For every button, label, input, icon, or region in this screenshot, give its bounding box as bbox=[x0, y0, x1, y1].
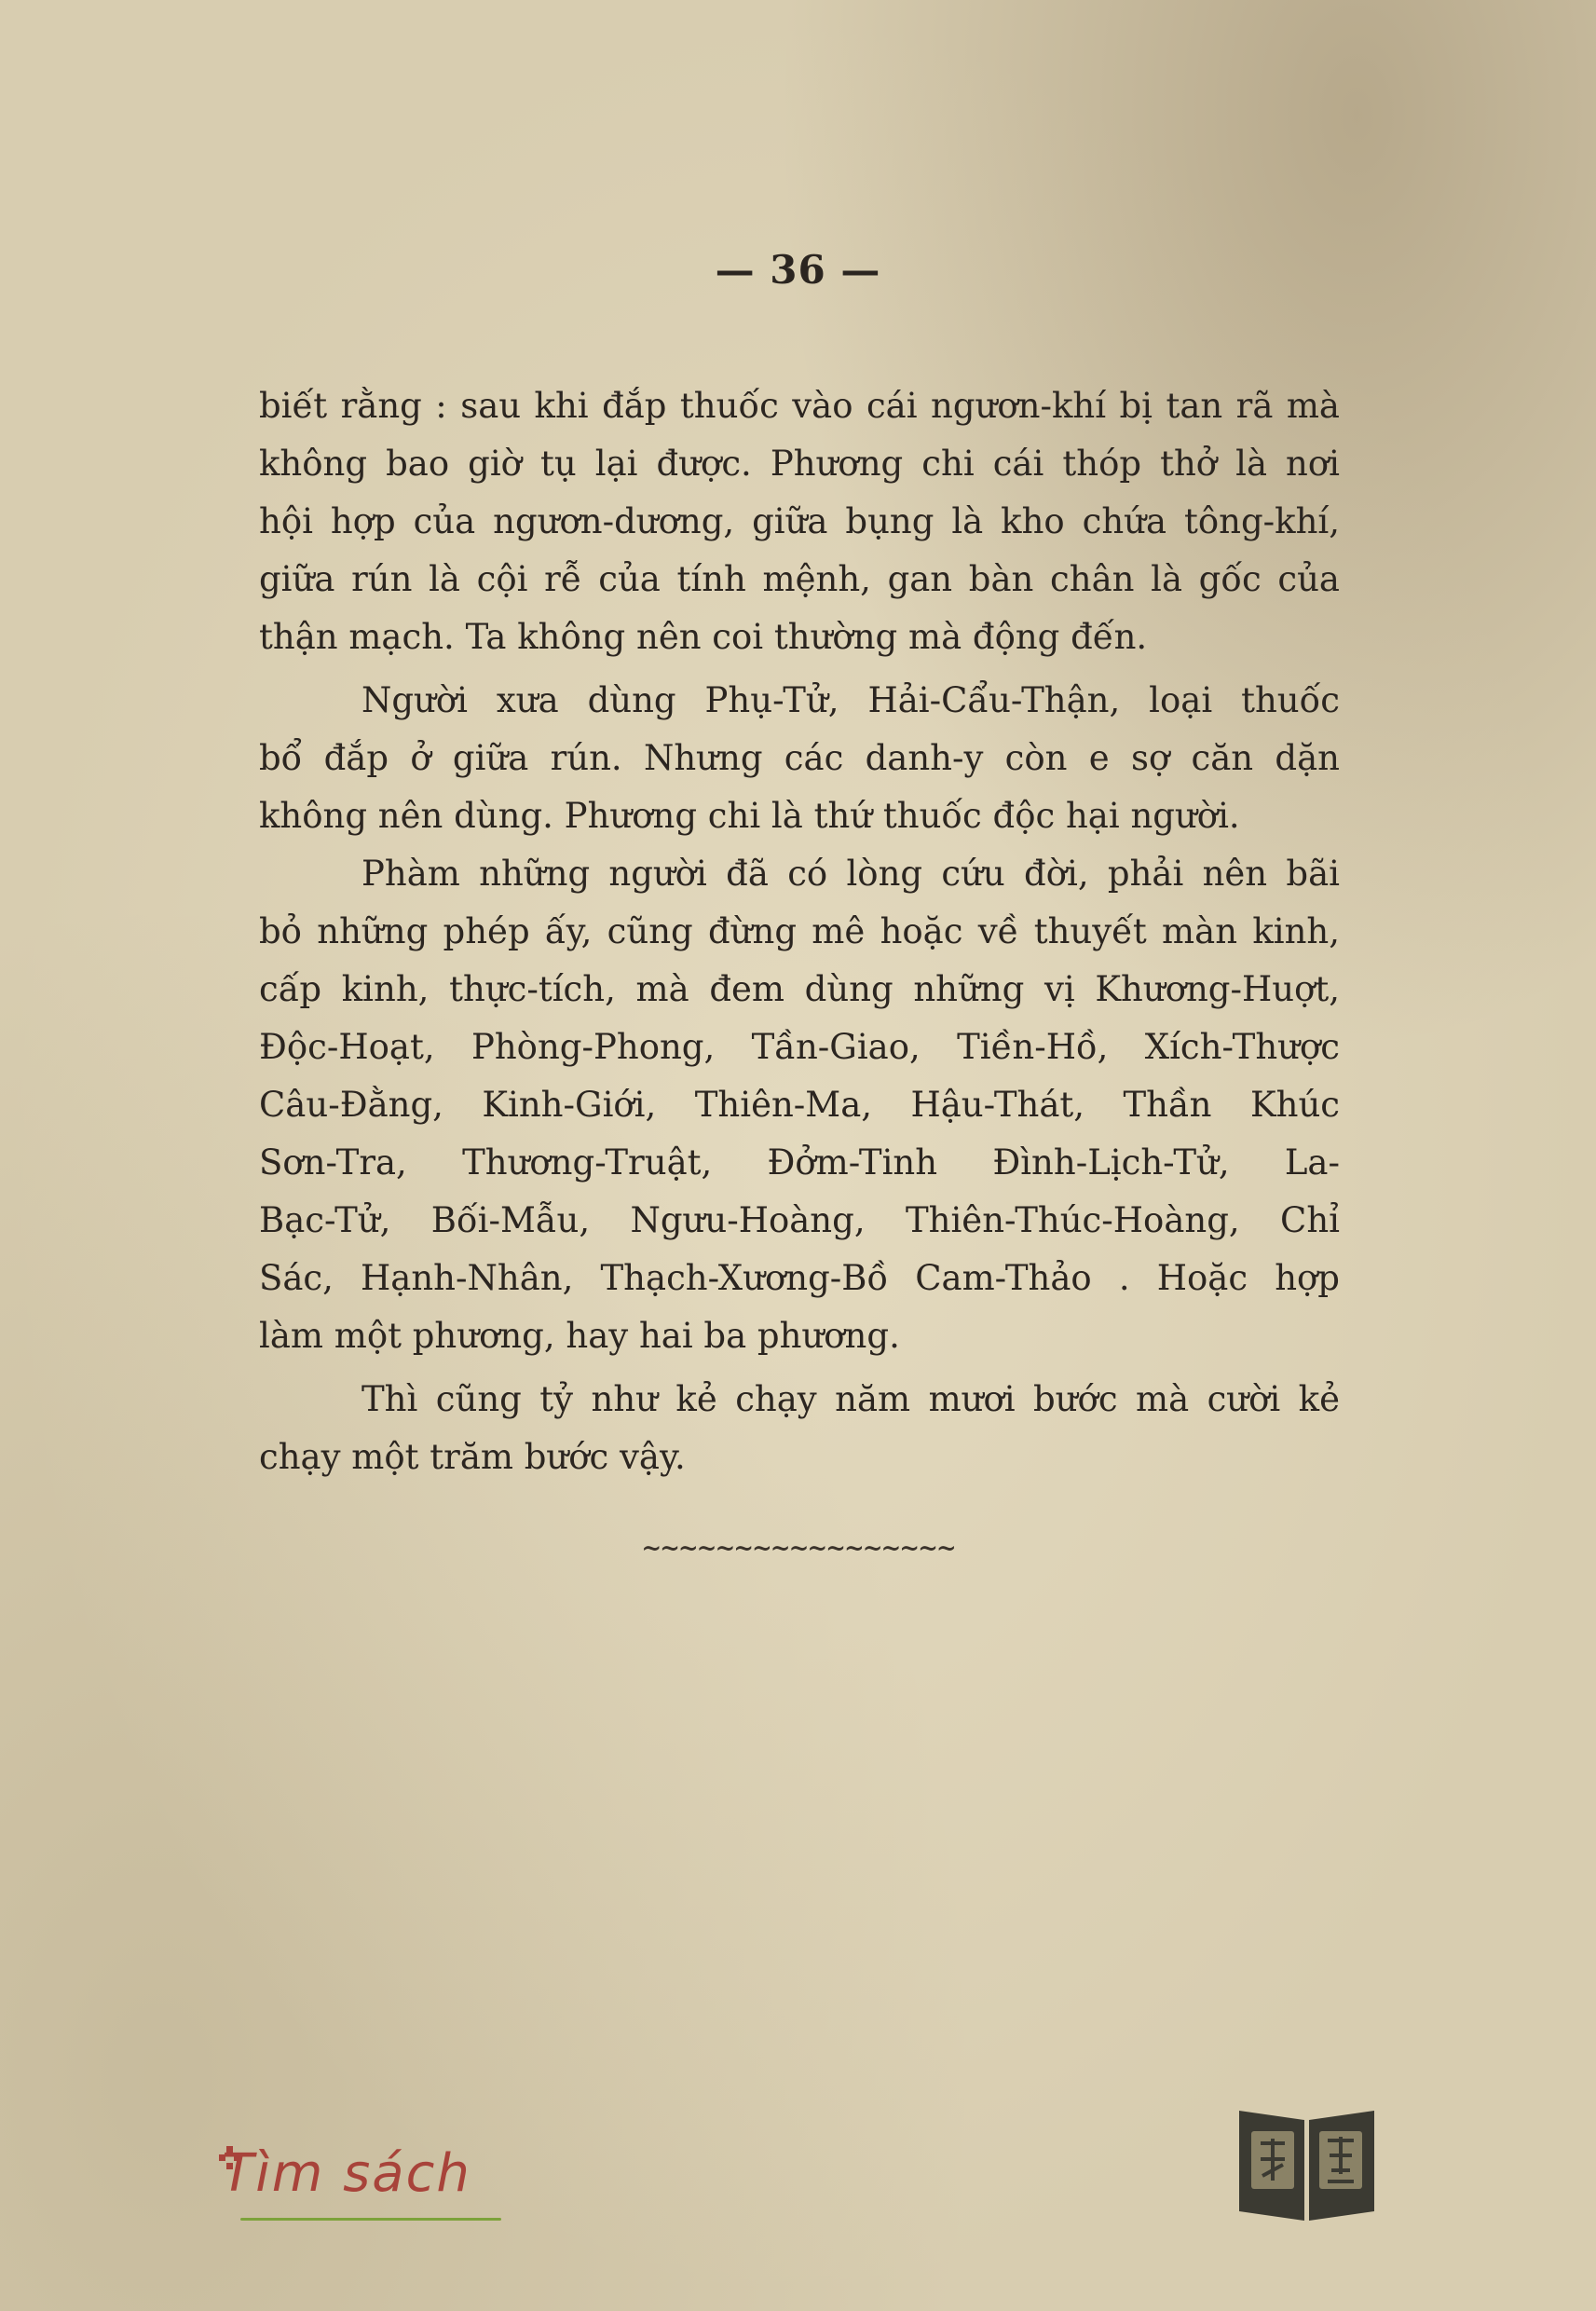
text-line: làm một phương, hay hai ba phương. bbox=[259, 1316, 900, 1356]
text-line: Bạc-Tử, Bối-Mẫu, Ngưu-Hoàng, Thiên-Thúc-Hoàng, Chỉ bbox=[259, 1200, 1340, 1240]
text-line: biết rằng : sau khi đắp thuốc vào cái ngươn-khí bị tan rã mà bbox=[259, 386, 1340, 426]
text-line: Độc-Hoạt, Phòng-Phong, Tần-Giao, Tiền-Hồ, Xích-Thược bbox=[259, 1027, 1340, 1067]
text-line: không bao giờ tụ lại được. Phương chi cái thóp thở là nơi bbox=[259, 444, 1340, 484]
text-line: Câu-Đằng, Kinh-Giới, Thiên-Ma, Hậu-Thát, Thần Khúc bbox=[259, 1085, 1340, 1125]
logo-underline bbox=[240, 2218, 501, 2221]
text-line: Sác, Hạnh-Nhân, Thạch-Xương-Bồ Cam-Thảo . Hoặc hợp bbox=[259, 1258, 1340, 1298]
text-line: hội hợp của ngươn-dương, giữa bụng là kho chứa tông-khí, bbox=[259, 501, 1340, 541]
text-line: thận mạch. Ta không nên coi thường mà động đến. bbox=[259, 617, 1148, 657]
page-number: — 36 — bbox=[715, 247, 881, 293]
section-divider: ~~~~~~~~~~~~~~~~~ bbox=[641, 1535, 955, 1563]
text-line: Sơn-Tra, Thương-Truật, Đởm-Tinh Đình-Lịch-Tử, La- bbox=[259, 1142, 1340, 1183]
text-line: bỏ những phép ấy, cũng đừng mê hoặc về thuyết màn kinh, bbox=[259, 911, 1340, 951]
text-line: giữa rún là cội rễ của tính mệnh, gan bàn chân là gốc của bbox=[259, 559, 1340, 599]
book-logo-icon bbox=[1235, 2101, 1379, 2222]
text-line: Thì cũng tỷ như kẻ chạy năm mươi bước mà cười kẻ bbox=[361, 1379, 1340, 1419]
text-line: bổ đắp ở giữa rún. Nhưng các danh-y còn e sợ căn dặn bbox=[259, 738, 1340, 778]
body-text bbox=[259, 377, 1340, 1486]
text-line: Người xưa dùng Phụ-Tử, Hải-Cẩu-Thận, loại thuốc bbox=[361, 680, 1340, 720]
watermark-logo: Tìm sách bbox=[222, 2143, 471, 2204]
text-line: Phàm những người đã có lòng cứu đời, phải nên bãi bbox=[361, 854, 1340, 894]
text-line: cấp kinh, thực-tích, mà đem dùng những vị Khương-Huợt, bbox=[259, 969, 1340, 1009]
text-line: không nên dùng. Phương chi là thứ thuốc độc hại người. bbox=[259, 796, 1240, 836]
text-line: chạy một trăm bước vậy. bbox=[259, 1437, 686, 1477]
